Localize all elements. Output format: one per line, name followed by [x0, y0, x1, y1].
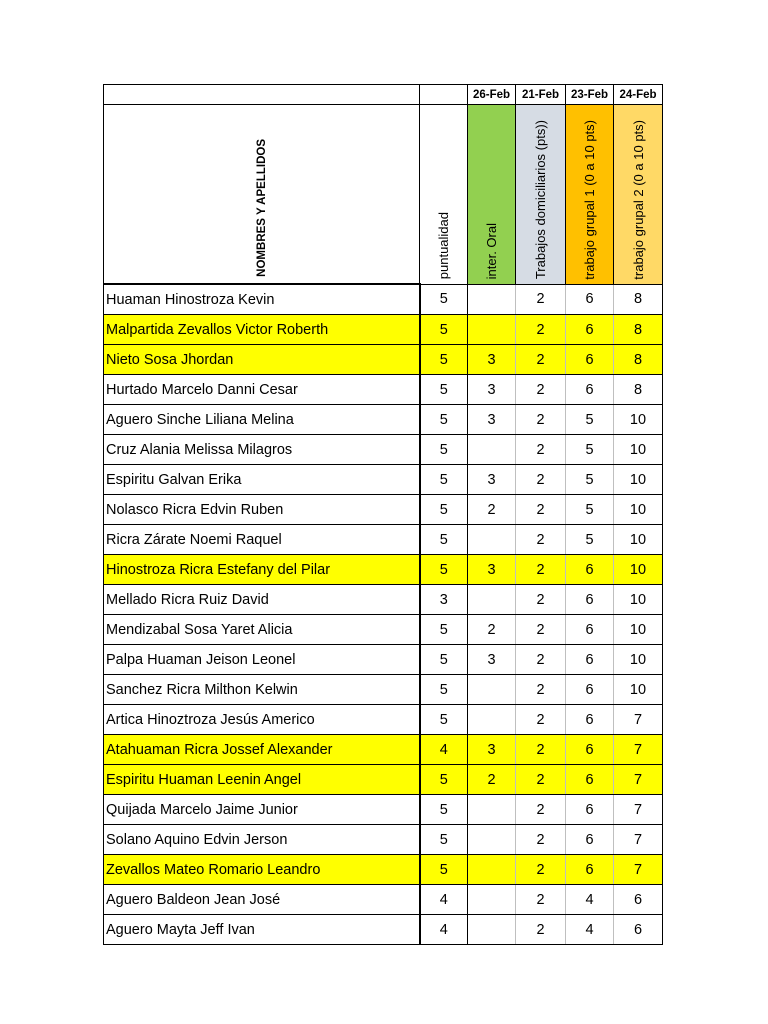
grupal-2-cell: 10	[614, 675, 663, 705]
grupal-1-cell: 6	[566, 855, 614, 885]
puntualidad-cell: 5	[420, 825, 468, 855]
table-row	[104, 465, 663, 495]
student-name-cell: Malpartida Zevallos Victor Roberth	[104, 315, 420, 345]
date-cell: 21-Feb	[516, 85, 566, 105]
grupal-1-cell: 6	[566, 345, 614, 375]
grupal-1-cell: 4	[566, 885, 614, 915]
trabajos-cell: 2	[516, 585, 566, 615]
table-row	[104, 495, 663, 525]
trabajos-cell: 2	[516, 555, 566, 585]
grupal-1-cell: 6	[566, 284, 614, 315]
student-name-cell: Sanchez Ricra Milthon Kelwin	[104, 675, 420, 705]
puntualidad-cell: 5	[420, 645, 468, 675]
grupal-1-cell: 5	[566, 405, 614, 435]
trabajos-cell: 2	[516, 765, 566, 795]
puntualidad-cell: 5	[420, 765, 468, 795]
inter-oral-cell	[468, 825, 516, 855]
grupal-2-cell: 6	[614, 915, 663, 945]
inter-oral-cell: 2	[468, 765, 516, 795]
grupal-1-cell: 5	[566, 435, 614, 465]
grupal-2-cell: 10	[614, 645, 663, 675]
inter-oral-cell	[468, 315, 516, 345]
column-header-row	[104, 105, 663, 285]
trabajos-cell: 2	[516, 345, 566, 375]
puntualidad-cell: 5	[420, 675, 468, 705]
puntualidad-cell: 5	[420, 345, 468, 375]
inter-oral-cell: 3	[468, 735, 516, 765]
table-row	[104, 555, 663, 585]
header-trabajos-label: Trabajos domiciliarios (pts))	[533, 120, 548, 280]
grupal-1-cell: 6	[566, 795, 614, 825]
trabajos-cell: 2	[516, 405, 566, 435]
inter-oral-cell	[468, 284, 516, 315]
trabajos-cell: 2	[516, 375, 566, 405]
trabajos-cell: 2	[516, 495, 566, 525]
puntualidad-cell: 5	[420, 465, 468, 495]
date-cell: 23-Feb	[566, 85, 614, 105]
trabajos-cell: 2	[516, 675, 566, 705]
student-name-cell: Atahuaman Ricra Jossef Alexander	[104, 735, 420, 765]
inter-oral-cell	[468, 795, 516, 825]
table-row	[104, 615, 663, 645]
puntualidad-cell: 5	[420, 495, 468, 525]
puntualidad-cell: 5	[420, 615, 468, 645]
grupal-2-cell: 7	[614, 765, 663, 795]
trabajos-cell: 2	[516, 915, 566, 945]
trabajos-cell: 2	[516, 825, 566, 855]
header-inter-oral-label: inter. Oral	[484, 223, 499, 280]
puntualidad-cell: 5	[420, 855, 468, 885]
puntualidad-cell: 4	[420, 885, 468, 915]
student-name-cell: Nieto Sosa Jhordan	[104, 345, 420, 375]
table-row	[104, 825, 663, 855]
student-name-cell: Ricra Zárate Noemi Raquel	[104, 525, 420, 555]
student-name-cell: Huaman Hinostroza Kevin	[104, 284, 420, 315]
student-name-cell: Aguero Mayta Jeff Ivan	[104, 915, 420, 945]
puntualidad-cell: 3	[420, 585, 468, 615]
grupal-2-cell: 10	[614, 465, 663, 495]
grupal-1-cell: 6	[566, 645, 614, 675]
inter-oral-cell	[468, 675, 516, 705]
grades-table	[103, 84, 663, 945]
grupal-2-cell: 10	[614, 435, 663, 465]
puntualidad-cell: 5	[420, 315, 468, 345]
trabajos-cell: 2	[516, 435, 566, 465]
grupal-2-cell: 7	[614, 825, 663, 855]
grupal-1-cell: 5	[566, 465, 614, 495]
header-trabajos	[516, 105, 566, 285]
grupal-2-cell: 7	[614, 795, 663, 825]
inter-oral-cell: 3	[468, 345, 516, 375]
student-name-cell: Nolasco Ricra Edvin Ruben	[104, 495, 420, 525]
trabajos-cell: 2	[516, 855, 566, 885]
puntualidad-cell: 5	[420, 435, 468, 465]
table-row	[104, 405, 663, 435]
grupal-2-cell: 10	[614, 495, 663, 525]
grupal-1-cell: 6	[566, 555, 614, 585]
table-row	[104, 855, 663, 885]
grupal-2-cell: 10	[614, 555, 663, 585]
inter-oral-cell	[468, 705, 516, 735]
student-name-cell: Espiritu Huaman Leenin Angel	[104, 765, 420, 795]
grupal-1-cell: 4	[566, 915, 614, 945]
grupal-2-cell: 7	[614, 735, 663, 765]
grupal-2-cell: 6	[614, 885, 663, 915]
puntualidad-cell: 4	[420, 915, 468, 945]
table-row	[104, 435, 663, 465]
inter-oral-cell: 2	[468, 615, 516, 645]
inter-oral-cell: 3	[468, 405, 516, 435]
grupal-2-cell: 7	[614, 855, 663, 885]
grupal-2-cell: 10	[614, 405, 663, 435]
student-name-cell: Palpa Huaman Jeison Leonel	[104, 645, 420, 675]
inter-oral-cell	[468, 525, 516, 555]
header-grupal-2	[614, 105, 663, 285]
grupal-1-cell: 6	[566, 375, 614, 405]
header-puntualidad	[420, 105, 468, 285]
trabajos-cell: 2	[516, 615, 566, 645]
table-row	[104, 645, 663, 675]
table-row	[104, 765, 663, 795]
inter-oral-cell: 3	[468, 465, 516, 495]
table-row	[104, 735, 663, 765]
puntualidad-cell: 5	[420, 705, 468, 735]
grupal-2-cell: 8	[614, 375, 663, 405]
grupal-1-cell: 5	[566, 525, 614, 555]
table-row	[104, 795, 663, 825]
grupal-2-cell: 10	[614, 585, 663, 615]
grupal-2-cell: 7	[614, 705, 663, 735]
inter-oral-cell	[468, 855, 516, 885]
date-cell: 24-Feb	[614, 85, 663, 105]
inter-oral-cell: 3	[468, 645, 516, 675]
grupal-1-cell: 6	[566, 705, 614, 735]
student-name-cell: Aguero Sinche Liliana Melina	[104, 405, 420, 435]
student-name-cell: Mendizabal Sosa Yaret Alicia	[104, 615, 420, 645]
inter-oral-cell: 2	[468, 495, 516, 525]
student-name-cell: Zevallos Mateo Romario Leandro	[104, 855, 420, 885]
header-puntualidad-label: puntualidad	[436, 212, 451, 280]
grupal-1-cell: 6	[566, 825, 614, 855]
puntualidad-cell: 5	[420, 555, 468, 585]
table-row	[104, 585, 663, 615]
inter-oral-cell	[468, 915, 516, 945]
table-row	[104, 525, 663, 555]
inter-oral-cell	[468, 585, 516, 615]
puntualidad-cell: 5	[420, 525, 468, 555]
trabajos-cell: 2	[516, 735, 566, 765]
trabajos-cell: 2	[516, 885, 566, 915]
grupal-2-cell: 8	[614, 284, 663, 315]
puntualidad-cell: 4	[420, 735, 468, 765]
table-row	[104, 915, 663, 945]
grupal-2-cell: 8	[614, 315, 663, 345]
student-name-cell: Aguero Baldeon Jean José	[104, 885, 420, 915]
grupal-1-cell: 6	[566, 615, 614, 645]
trabajos-cell: 2	[516, 284, 566, 315]
inter-oral-cell: 3	[468, 555, 516, 585]
header-grupal-1-label: trabajo grupal 1 (0 a 10 pts)	[582, 119, 597, 280]
table-row	[104, 375, 663, 405]
table-row	[104, 885, 663, 915]
grupal-1-cell: 6	[566, 675, 614, 705]
table-row	[104, 284, 663, 315]
header-inter-oral	[468, 105, 516, 285]
header-grupal-1	[566, 105, 614, 285]
inter-oral-cell	[468, 885, 516, 915]
header-names-label: NOMBRES Y APELLIDOS	[255, 139, 268, 277]
inter-oral-cell: 3	[468, 375, 516, 405]
trabajos-cell: 2	[516, 465, 566, 495]
student-name-cell: Espiritu Galvan Erika	[104, 465, 420, 495]
grupal-1-cell: 6	[566, 315, 614, 345]
student-name-cell: Mellado Ricra Ruiz David	[104, 585, 420, 615]
table-row	[104, 315, 663, 345]
grupal-1-cell: 5	[566, 495, 614, 525]
grupal-2-cell: 10	[614, 615, 663, 645]
header-grupal-2-label: trabajo grupal 2 (0 a 10 pts)	[630, 119, 646, 280]
grupal-1-cell: 6	[566, 585, 614, 615]
student-name-cell: Solano Aquino Edvin Jerson	[104, 825, 420, 855]
blank-cell	[104, 85, 420, 105]
grupal-1-cell: 6	[566, 765, 614, 795]
trabajos-cell: 2	[516, 705, 566, 735]
table-row	[104, 345, 663, 375]
grupal-2-cell: 10	[614, 525, 663, 555]
student-name-cell: Hinostroza Ricra Estefany del Pilar	[104, 555, 420, 585]
date-header-row	[104, 85, 663, 105]
date-cell: 26-Feb	[468, 85, 516, 105]
puntualidad-cell: 5	[420, 795, 468, 825]
puntualidad-cell: 5	[420, 284, 468, 315]
blank-cell	[420, 85, 468, 105]
student-name-cell: Cruz Alania Melissa Milagros	[104, 435, 420, 465]
student-name-cell: Quijada Marcelo Jaime Junior	[104, 795, 420, 825]
trabajos-cell: 2	[516, 525, 566, 555]
puntualidad-cell: 5	[420, 405, 468, 435]
grupal-2-cell: 8	[614, 345, 663, 375]
grupal-1-cell: 6	[566, 735, 614, 765]
student-name-cell: Artica Hinoztroza Jesús Americo	[104, 705, 420, 735]
puntualidad-cell: 5	[420, 375, 468, 405]
header-names	[104, 105, 420, 285]
inter-oral-cell	[468, 435, 516, 465]
trabajos-cell: 2	[516, 795, 566, 825]
trabajos-cell: 2	[516, 645, 566, 675]
table-row	[104, 675, 663, 705]
student-name-cell: Hurtado Marcelo Danni Cesar	[104, 375, 420, 405]
table-row	[104, 705, 663, 735]
trabajos-cell: 2	[516, 315, 566, 345]
